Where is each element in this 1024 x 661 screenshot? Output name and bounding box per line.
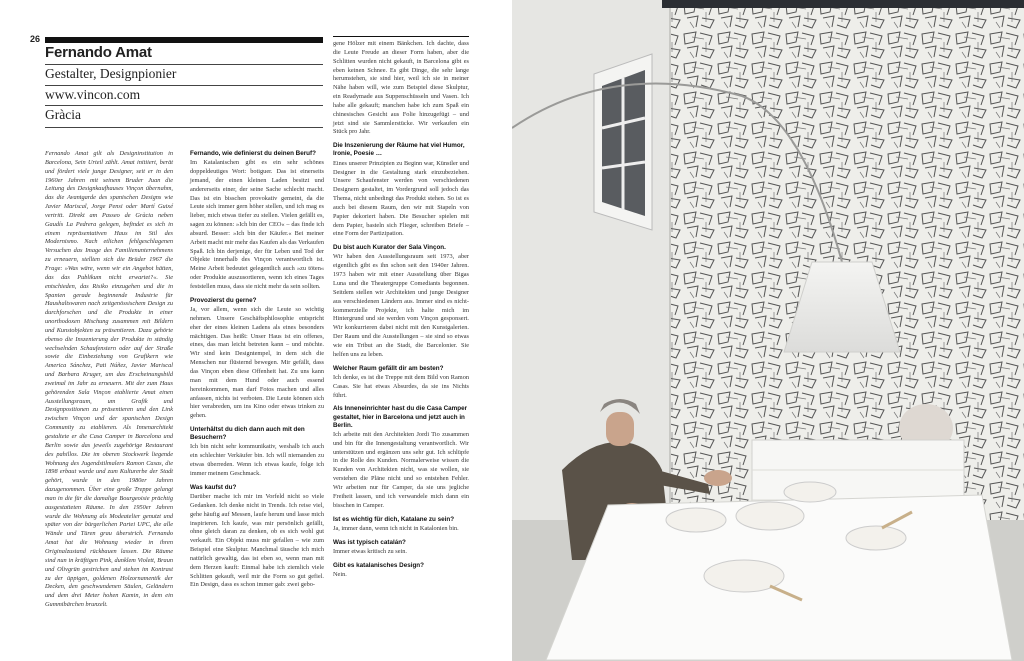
answer-continued: gene Hölzer mit einem Bänkchen. Ich dachte, dass die Leute Freude an dieser Form haben, aber die Schlitten wurden nicht gekauft, in Barcelona gibt es eben keinen Schnee. Es gibt Dinge, die sehr lange herumstehen, sie sind hier, weil ich sie in meiner Nähe haben will, wie zum Beispiel diese Skulptur, ein Readymade aus Suppenschüsseln und Vasen. Ich habe alle gekauft; manchen habe ich zum Spaß ein chinesisches Gesicht aus Folie hinzugefügt – und jetzt sind sie Sammlerstücke. Wir verkaufen ein Stück pro Jahr. [333,40,469,136]
answer: Eines unserer Prinzipien zu Beginn war, Künstler und Designer in die Gestaltung stark einzubeziehen. Unsere Schaufenster werden von verschiedenen Designern gestaltet, im Vordergrund soll jedoch das Thema, nicht unbedingt das Produkt stehen. So ist es auch bei diesem Raum, den wir mit Stapeln von Papier dekoriert haben. Die Besucher spielen mit dem Papier, basteln sich Flieger, schreiben Briefe – eine Form der Partizipation. [333,159,469,238]
question: Du bist auch Kurator der Sala Vinçon. [333,244,446,252]
district: Gràcia [45,107,81,122]
intro-column [45,150,173,610]
answer: Immer etwas kritisch zu sein. [333,547,407,555]
divider [45,127,323,128]
question: Fernando, wie definierst du deinen Beruf? [190,150,316,157]
header-thick-rule [45,37,323,43]
question: Was kaufst du? [190,483,237,491]
question: Was ist typisch catalán? [333,538,406,546]
intro-text: Fernando Amat gilt als Designinstitution in Barcelona, Sein Urteil zählt. Amat initiiert, berät und fördert viele junge Designer, seit er in den 1960er Jahren mit seinem Bruder Juan die Leitung des Designkaufhauses Vinçon übernahm, das die Avantgarde des spanischen Designs wie Javier Mariscal, Jorge Pensi oder Martí Guixé vertritt. Direkt am Passeo de Gràcia neben Gaudís La Pedrera gelegen, befindet es sich in einem repräsentativen Haus im Stil des Modernismo. Nach etlichen fehlgeschlagenen Versuchen das Image des Familienunternehmens zu erneuern, stellten sich die Brüder 1967 die Frage: »Was wäre, wenn wir ein Angebot hätten, das das Publikum nicht erwartet?«. Sie entschieden, das Risiko einzugehen und die in Spanien gerade beginnende Industrie für Haushaltswaren nach zeitgenössischem Design zu durchforschen und die Produkte in einer unorthodoxen Mischung zusammen mit Bildern und Kunstobjekten zu präsentieren. Dazu gehörte ebenso die Inszenierung der Produkte in ständig wechselnden Schaufenstern oder auf der Straße sowie die Einbeziehung von Grafikern wie America Sánchez, Pati Núñez, Javier Mariscal und Barbara Kruger, um das Erscheinungsbild zweimal im Jahr zu erneuern. Mit der zum Haus gehörenden Sala Vinçon etablierte Amat einen Ausstellungsraum, um Grafik und Designpositionen zu präsentieren und den Link zwischen Vinçon und der spanischen Design Community zu etablieren. Als Innenarchitekt gestaltete er die Casa Camper in Barcelona und Berlin sowie das jeweils zugehörige Restaurant des pahillos. Die im oberen Stockwerk liegende Wohnung des Jugendstilmalers Ramon Casas, die 1898 erbaut wurde und zum Kulturerbe der Stadt gehört, wurde in den 1980er Jahren dazugenommen. Über eine große Treppe gelangt man in die für die damalige Bourgeoisie prächtig ausgestatteten Räume. In den 1950er Jahren wurde die Wohnung als Modeatelier genutzt und später von der bürgerlichen Partei UPC, die alle Wände und Türen grau überstrich. Fernando Amat hat die Wohnung wieder in ihren Originalzustand rückbauen lassen. Die Räume sind nun in kräftigen Pink, dunklem Violett, Braun und Olivgrün gestrichen und stehen im Kontrast zu der üppigen, goldenen Holzornamentik der Decken, den geschwundenen Säulen, Geländern und dem drei Meter hohen Kamin, in dem ein Gummibärchen brunzelt. [45,150,173,609]
window [594,54,652,230]
divider [45,105,323,106]
question: Welcher Raum gefällt dir am besten? [333,364,444,372]
answer: Ja, vor allem, wenn sich die Leute so wichtig nehmen. Unsere Geschäftsphilosophie entspricht eher der eines kleinen Ladens als eines besonders mächtigen. Das heißt: Unser Haus ist ein offenes, eines, das man leicht betreten kann – und möchte. Wir sind kein Designtempel, in dem sich die Menschen nur flüsternd bewegen. Mir gefällt, dass das Vinçon eben diese Offenheit hat. Zu uns kann man mit dem Hund oder auch essend hereinkommen, man darf Fotos machen und alles anfassen, nichts ist verboten. Die Leute können sich hier verabreden, um ins Kino oder etwas trinken zu gehen. [190,306,324,420]
interview-column-2 [333,40,469,580]
answer: Im Katalanischen gibt es ein sehr schönes doppeldeutiges Wort: botiguer. Das ist einerseits jemand, der einen kleinen Laden besitzt und andererseits einer, der seine Sache schlecht macht. Das ist ein bisschen provokativ gemeint, da die Leute sich immer gern höher stellen, und ich mag es lieber, mich etwas tiefer zu stellen. Vielen gefällt es, sagen zu können: »Ich bin der CEO« – das finde ich absurd. Besser: »Ich bin der Käufer.« Bei meiner Arbeit macht mir mehr das Kaufen als das Verkaufen Spaß. Ich bin derjenige, der für Leben und Tod der Objekte innerhalb des Vinçon verantwortlich ist. Meine Arbeit bedeutet gelegentlich auch »zu töten« oder Produkte auszusortieren, wenn ich eines Tages feststellen muss, dass sie nicht mehr da sein sollten. [190,159,324,291]
divider [45,64,323,65]
answer: Ja, immer dann, wenn ich nicht in Katalonien bin. [333,524,459,532]
question: Ist es wichtig für dich, Katalane zu sein? [333,515,455,523]
question: Gibt es katalanisches Design? [333,561,424,569]
column-top-rule [333,36,469,37]
photo-illustration [512,0,1024,661]
answer: Ich denke, es ist die Treppe mit dem Bild von Ramon Casas. Sie hat etwas Absurdes, da sie ins Nichts führt. [333,373,469,399]
person-name: Fernando Amat [45,44,152,61]
question: Provozierst du gerne? [190,296,257,304]
interview-column-1 [190,150,324,590]
question: Die Inszenierung der Räume hat viel Humor, Ironie, Poesie … [333,142,465,158]
divider [45,85,323,86]
question: Als Inneneinrichter hast du die Casa Camper gestaltet, hier in Barcelona und jetzt auch in Berlin. [333,405,468,429]
question: Unterhältst du dich dann auch mit den Besuchern? [190,426,305,442]
answer: Darüber mache ich mir im Vorfeld nicht so viele Gedanken. Ich denke nicht in Trends. Ich reise viel, gehe häufig auf Messen, laufe herum und lasse mich inspirieren. Ich kaufe, was mir persönlich gefällt, ohne gleich daran zu denken, ob es sich wohl gut verkauft. Ein Objekt muss mir gefallen – wie zum Beispiel eine Skulptur. Manchmal täusche ich mich natürlich gewaltig, das ist eben so, wenn man mit dem Herzen kauft: Einmal habe ich ziemlich viele Schlitten gekauft, weil mir die Form so gut gefiel. Ein Design, dass es schon immer gab: zwei gebo- [190,493,324,589]
ceiling-strip [662,0,1024,8]
portrait-photo [512,0,1024,661]
page-number: 26 [30,34,41,44]
person-role: Gestalter, Designpionier [45,66,177,81]
answer: Ich arbeite mit den Architekten Jordi Tio zusammen und bin für die Innengestaltung verantwortlich. Wir unterstützen und ergänzen uns sehr gut. Ich schlüpfe in die Rolle des Kunden. Normalerweise wissen die Kunden von Architekten nicht, was sie wollen, sie verstehen die Pläne nicht und so entstehen Fehler. Wir arbeiten nur für Camper, da sie uns jegliche Freiheit lassen, und ich verwandele mich dann ein bisschen in Camper. [333,430,469,509]
answer: Nein. [333,570,347,578]
website: www.vincon.com [45,87,141,102]
answer: Ich bin nicht sehr kommunikativ, weshalb ich auch ein schlechter Verkäufer bin. Ich will niemanden zu etwas überreden. Wenn ich etwas kaufe, folge ich immer meinem Geschmack. [190,443,324,477]
answer: Wir haben den Ausstellungsraum seit 1973, aber eigentlich gibt es ihn schon seit den 1940er Jahren. 1973 haben wir mit einer Ausstellung über Bigas Luna und die Theatergruppe Comediants begonnen. Seitdem stellen wir Architekten und junge Designer aus verschiedenen Ländern aus. Immer sind es nicht-kommerzielle Projekte, ich halte mich im Hintergrund und sie werden vom Vinçon gesponsert. Wir konkurrieren dabei nicht mit den Kunstgalerien. Der Raum und die Ausstellungen – sie sind so etwas wie ein Tribut an die Stadt, die Barcelonier. Sie helfen uns zu leben. [333,253,469,358]
